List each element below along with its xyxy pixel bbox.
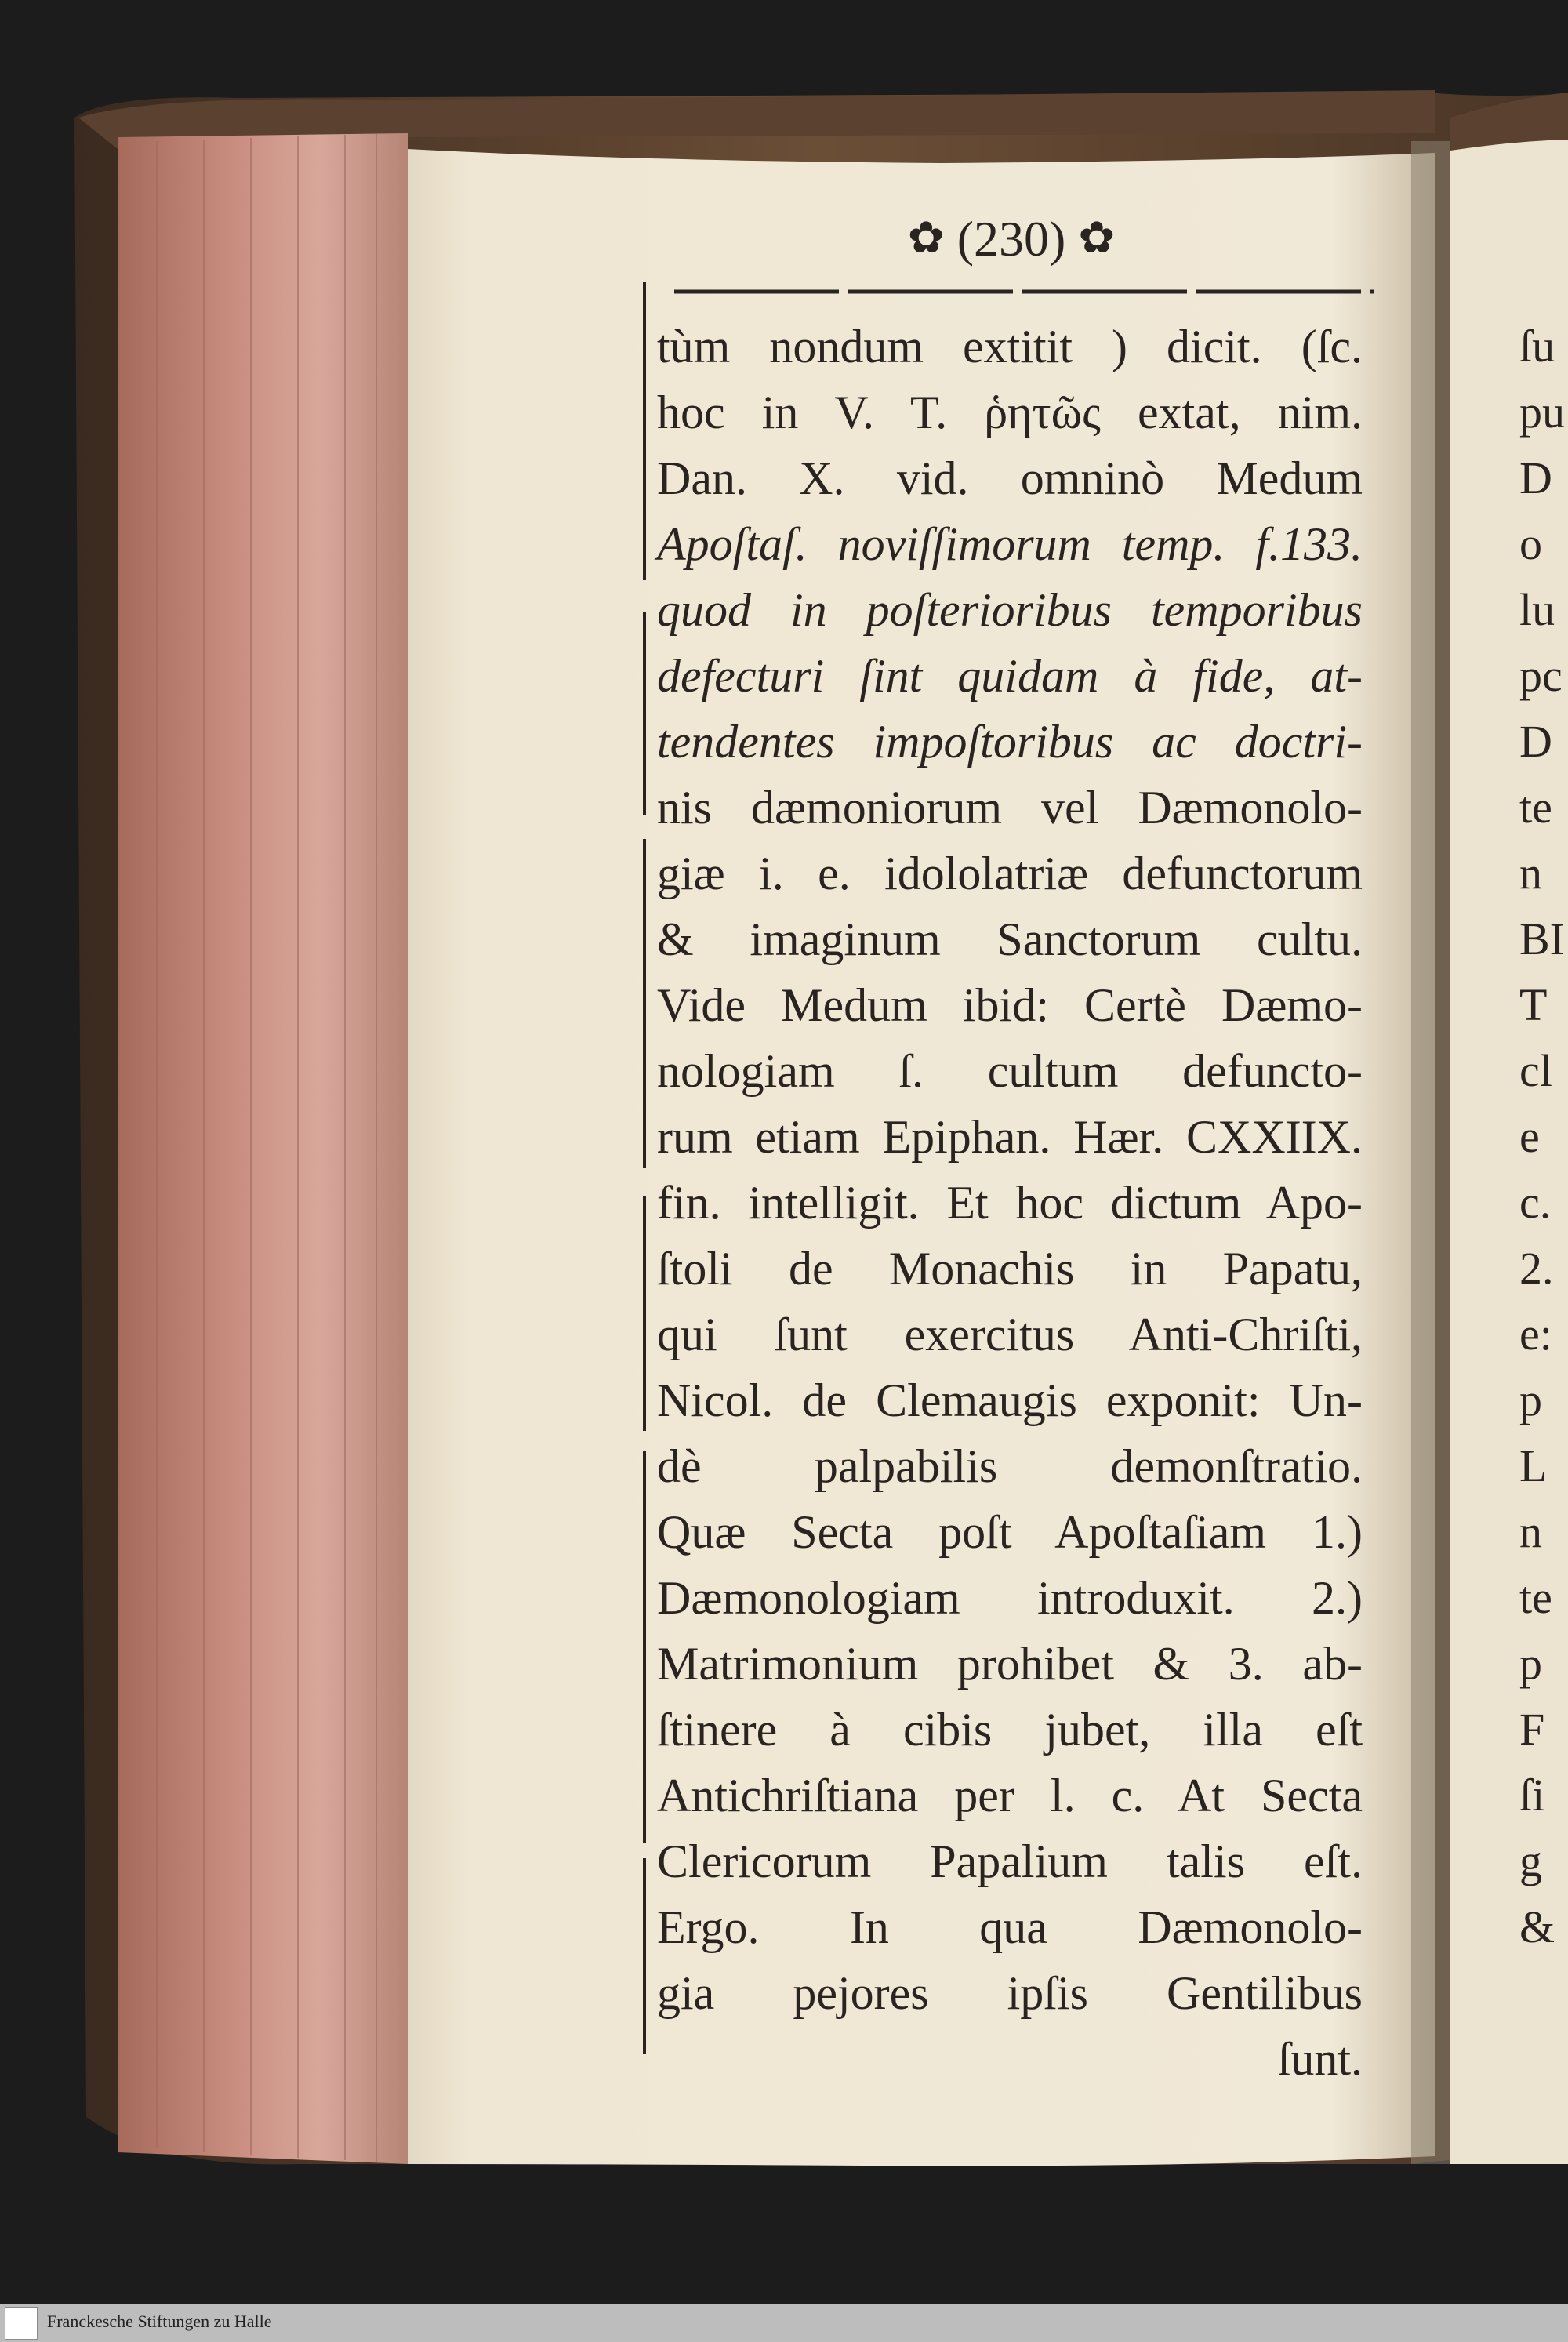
text-line: hoc in V. T. ῥητῶς extat, nim. (657, 387, 1363, 438)
facing-page-line: c. (1519, 1177, 1552, 1228)
facing-page-line: pu (1519, 387, 1565, 438)
facing-page-line: ſi (1519, 1770, 1545, 1821)
text-line: nologiam ſ. cultum defuncto- (657, 1045, 1363, 1097)
text-line: Matrimonium prohibet & 3. ab- (657, 1638, 1363, 1690)
ornament-right-icon: ✿ (1078, 212, 1116, 263)
facing-page-line: n (1519, 1506, 1542, 1557)
text-line: Nicol. de Clemaugis exponit: Un- (657, 1374, 1363, 1426)
text-line: ſtinere à cibis jubet, illa eſt (657, 1704, 1363, 1756)
facing-page-line: BI (1519, 913, 1565, 964)
text-line: qui ſunt exercitus Anti-Chriſti, (657, 1309, 1363, 1360)
facing-page-line: D (1519, 452, 1552, 503)
facing-page-line: F (1519, 1704, 1545, 1755)
text-line: giæ i. e. idololatriæ defunctorum (657, 848, 1363, 899)
facing-page-line: te (1519, 1572, 1552, 1623)
facing-page-line: e (1519, 1111, 1540, 1162)
text-line: dè palpabilis demonſtratio. (657, 1440, 1363, 1492)
facing-page-line: o (1519, 518, 1542, 569)
facing-page-line: ſu (1519, 321, 1555, 372)
text-line: fin. intelligit. Et hoc dictum Apo- (657, 1177, 1363, 1229)
text-line: defecturi ſint quidam à fide, at- (657, 650, 1363, 702)
facing-page-line: D (1519, 716, 1552, 767)
text-line: ſunt. (1277, 2033, 1363, 2085)
text-line: rum etiam Epiphan. Hær. CXXIIX. (657, 1111, 1363, 1163)
facing-page-line: L (1519, 1440, 1548, 1491)
institution-logo-icon (5, 2307, 38, 2340)
facing-page-fragment (1519, 314, 1568, 1960)
text-line: Ergo. In qua Dæmonolo- (657, 1901, 1363, 1953)
page-header (855, 210, 1168, 268)
facing-page-line: p (1519, 1638, 1542, 1689)
text-line: quod in poſterioribus temporibus (657, 584, 1363, 636)
page-body (657, 314, 1363, 2092)
facing-page-line: T (1519, 979, 1548, 1030)
facing-page-line: & (1519, 1901, 1555, 1952)
text-line: nis dæmoniorum vel Dæmonolo- (657, 782, 1363, 833)
text-line: tùm nondum extitit ) dicit. (ſc. (657, 321, 1363, 372)
facing-page-line: g (1519, 1835, 1542, 1886)
text-line: Dan. X. vid. omninò Medum (657, 452, 1363, 504)
text-line: Vide Medum ibid: Certè Dæmo- (657, 979, 1363, 1031)
text-line: ſtoli de Monachis in Papatu, (657, 1243, 1363, 1294)
facing-page-line: pc (1519, 650, 1563, 701)
text-line: Antichriſtiana per l. c. At Secta (657, 1770, 1363, 1821)
footer-credit: Franckesche Stiftungen zu Halle (47, 2311, 272, 2331)
facing-page-line: lu (1519, 584, 1555, 635)
text-line: Clericorum Papalium talis eſt. (657, 1835, 1363, 1887)
text-line: & imaginum Sanctorum cultu. (657, 913, 1363, 965)
facing-page-line: p (1519, 1374, 1542, 1425)
text-line: Dæmonologiam introduxit. 2.) (657, 1572, 1363, 1624)
text-line: tendentes impoſtoribus ac doctri- (657, 716, 1363, 768)
page-number: (230) (956, 211, 1066, 267)
facing-page-line: e: (1519, 1309, 1552, 1360)
facing-page-line: n (1519, 848, 1542, 899)
text-line: Apoſtaſ. noviſſimorum temp. f.133. (657, 518, 1363, 570)
facing-page-line: cl (1519, 1045, 1552, 1096)
text-line: gia pejores ipſis Gentilibus (657, 1967, 1363, 2019)
facing-page-line: te (1519, 782, 1552, 833)
facing-page-line: 2. (1519, 1243, 1554, 1294)
ornament-left-icon: ✿ (907, 212, 945, 263)
text-line: Quæ Secta poſt Apoſtaſiam 1.) (657, 1506, 1363, 1558)
